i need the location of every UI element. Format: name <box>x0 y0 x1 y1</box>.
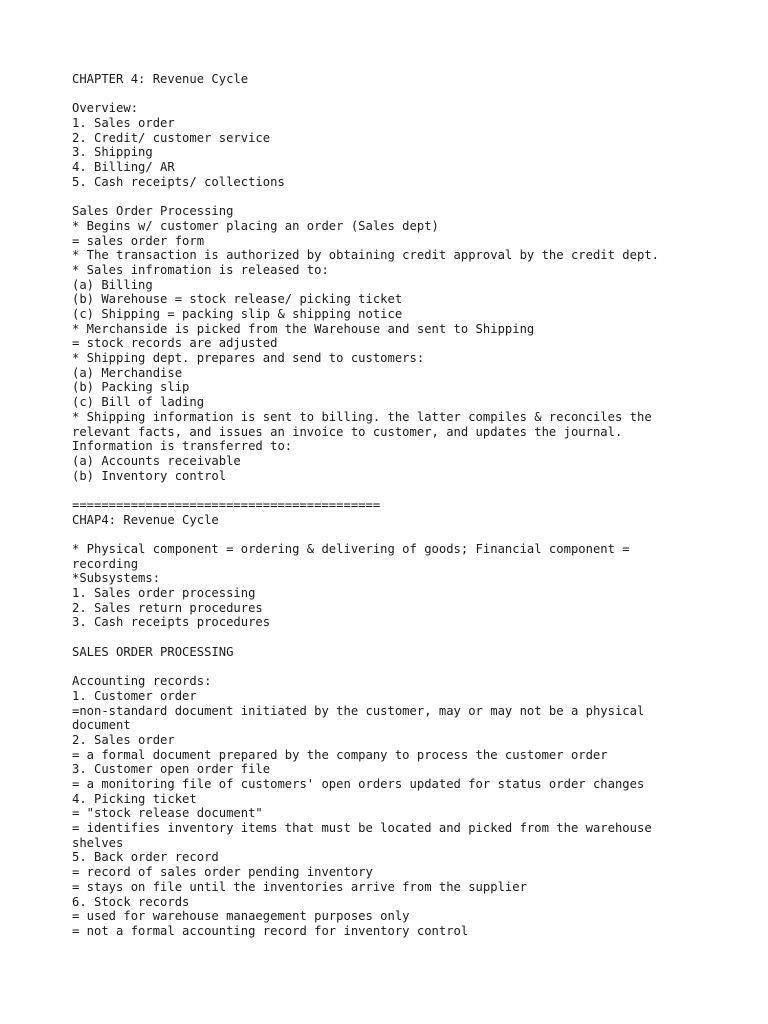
text-line: 5. Cash receipts/ collections <box>72 174 285 189</box>
text-line: Accounting records: <box>72 674 212 689</box>
text-line: SALES ORDER PROCESSING <box>72 644 234 659</box>
blank-line <box>72 630 712 645</box>
text-line: 1. Sales order <box>72 116 175 131</box>
text-line: (a) Merchandise <box>72 365 183 380</box>
text-line: (b) Inventory control <box>72 468 227 483</box>
text-line: Information is transferred to: <box>72 439 293 454</box>
text-line: 4. Picking ticket <box>72 791 197 806</box>
text-line: 4. Billing/ AR <box>72 160 175 175</box>
text-line: shelves <box>72 835 124 850</box>
text-line: = not a formal accounting record for inventory control <box>72 923 469 938</box>
blank-line <box>72 483 712 498</box>
text-line: 5. Back order record <box>72 850 219 865</box>
text-line: Sales Order Processing <box>72 204 234 219</box>
text-line: (b) Packing slip <box>72 380 190 395</box>
blank-line <box>72 87 712 102</box>
text-line: * Shipping dept. prepares and send to customers: <box>72 351 425 366</box>
text-line: recording <box>72 556 139 571</box>
text-line: CHAPTER 4: Revenue Cycle <box>72 72 249 86</box>
text-line: 2. Sales order <box>72 732 175 747</box>
text-line: = a monitoring file of customers' open orders updated for status order changes <box>72 777 645 791</box>
blank-line <box>72 527 712 542</box>
text-line: 3. Cash receipts procedures <box>72 615 271 630</box>
text-line: relevant facts, and issues an invoice to customer, and updates the journal. <box>72 424 623 439</box>
text-line: 3. Shipping <box>72 145 153 160</box>
text-line: =non-standard document initiated by the customer, may or may not be a physical <box>72 703 645 718</box>
text-line: (c) Bill of lading <box>72 395 205 410</box>
blank-line <box>72 660 712 675</box>
text-line: * The transaction is authorized by obtaining credit approval by the credit dept. <box>72 248 659 263</box>
text-line: * Merchanside is picked from the Warehouse and sent to Shipping <box>72 321 535 336</box>
text-line: (a) Billing <box>72 277 153 292</box>
text-line: = identifies inventory items that must be located and picked from the warehouse <box>72 821 652 836</box>
text-line: document <box>72 718 131 733</box>
text-line: * Begins w/ customer placing an order (Sales dept) <box>72 218 439 233</box>
text-line: = used for warehouse manaegement purposes only <box>72 909 410 924</box>
text-line: 2. Sales return procedures <box>72 600 263 615</box>
text-line: = sales order form <box>72 233 205 248</box>
text-line: = "stock release document" <box>72 806 263 821</box>
text-line: (c) Shipping = packing slip & shipping notice <box>72 307 403 321</box>
text-line: = a formal document prepared by the company to process the customer order <box>72 747 608 762</box>
text-line: = stock records are adjusted <box>72 336 278 351</box>
text-line: * Sales infromation is released to: <box>72 262 329 277</box>
text-line: *Subsystems: <box>72 571 161 586</box>
text-line: ========================================== <box>72 497 381 512</box>
text-line: (b) Warehouse = stock release/ picking ticket <box>72 292 403 307</box>
text-line: * Shipping information is sent to billing. the latter compiles & reconciles the <box>72 409 652 424</box>
text-line: 1. Sales order processing <box>72 586 256 601</box>
text-line: 6. Stock records <box>72 894 190 909</box>
text-line: 2. Credit/ customer service <box>72 130 271 145</box>
text-line: CHAP4: Revenue Cycle <box>72 512 219 527</box>
text-line: 3. Customer open order file <box>72 762 271 777</box>
text-line: = record of sales order pending inventory <box>72 865 373 880</box>
text-line: Overview: <box>72 101 139 116</box>
blank-line <box>72 190 712 205</box>
text-line: 1. Customer order <box>72 688 197 703</box>
text-line: (a) Accounts receivable <box>72 453 241 468</box>
text-line: * Physical component = ordering & delivering of goods; Financial component = <box>72 542 630 556</box>
text-line: = stays on file until the inventories arrive from the supplier <box>72 879 527 894</box>
document-body <box>72 72 712 939</box>
